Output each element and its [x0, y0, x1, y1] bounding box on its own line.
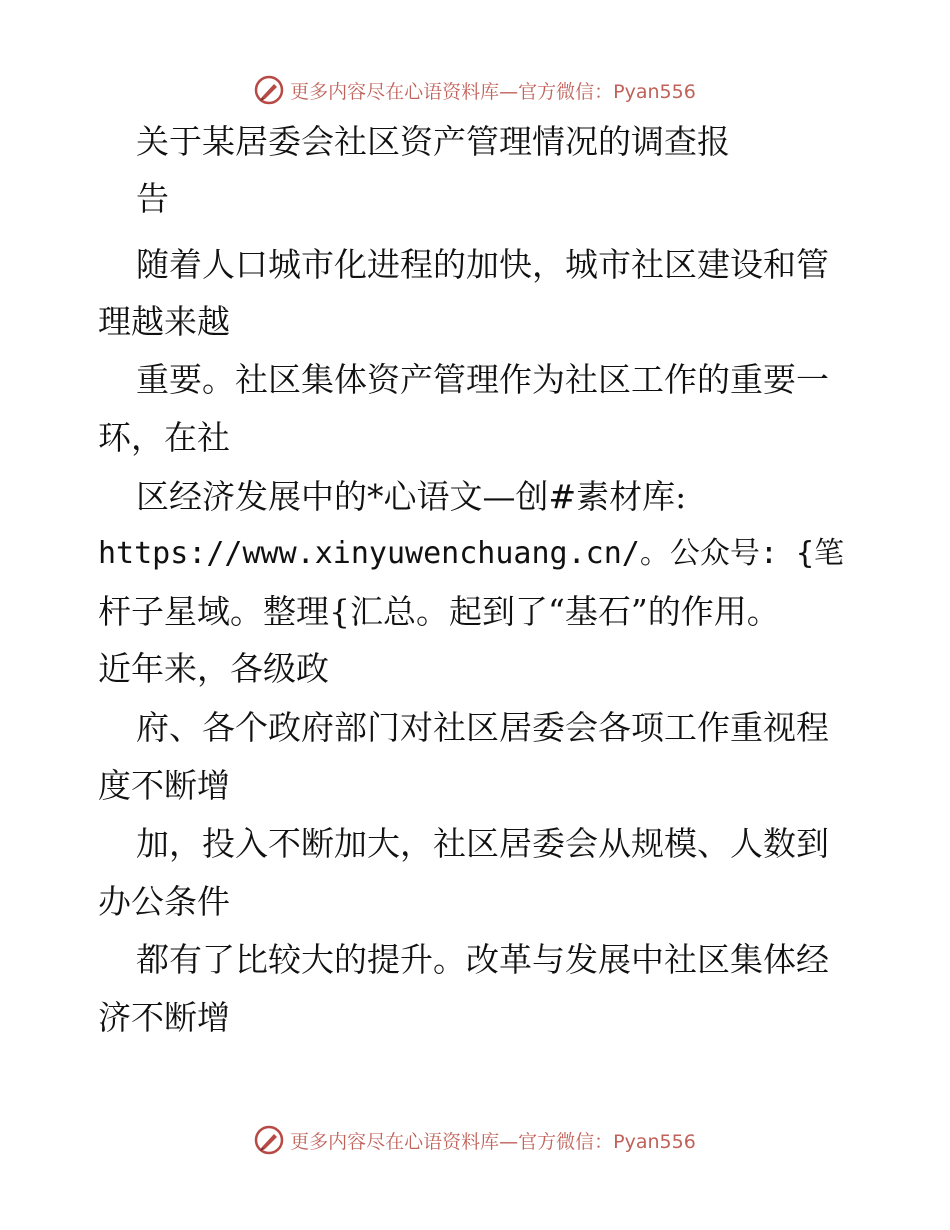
paragraph-line: 都有了比较大的提升。改革与发展中社区集体经: [136, 940, 829, 979]
paragraph-line: 府、各个政府部门对社区居委会各项工作重视程: [136, 708, 829, 747]
footer-banner: [0, 1120, 950, 1160]
pen-logo-icon: [254, 75, 284, 105]
footer-banner-text: 更多内容尽在心语资料库—官方微信：Pyan556: [290, 1130, 696, 1153]
paragraph-line: 加，投入不断加大，社区居委会从规模、人数到: [136, 824, 829, 863]
paragraph-line: 近年来，各级政: [98, 649, 329, 688]
document-title-line-2: 告: [136, 179, 169, 218]
paragraph-line: 理越来越: [98, 302, 230, 341]
header-banner-text: 更多内容尽在心语资料库—官方微信：Pyan556: [290, 80, 696, 103]
paragraph-line: 办公条件: [98, 882, 230, 921]
paragraph-line-url: https://www.xinyuwenchuang.cn/。公众号: {笔: [98, 536, 845, 571]
paragraph-line: 度不断增: [98, 766, 230, 805]
pen-logo-icon: [254, 1125, 284, 1155]
paragraph-line: 重要。社区集体资产管理作为社区工作的重要一: [136, 360, 829, 399]
header-banner: [0, 70, 950, 110]
paragraph-line: 环，在社: [98, 418, 230, 457]
document-title-line-1: 关于某居委会社区资产管理情况的调查报: [136, 122, 730, 161]
paragraph-line: 济不断增: [98, 998, 230, 1037]
paragraph-line: 随着人口城市化进程的加快，城市社区建设和管: [136, 245, 829, 284]
paragraph-line: 杆子星域。整理{汇总。起到了“基石”的作用。: [98, 592, 780, 631]
paragraph-line: 区经济发展中的*心语文—创#素材库:: [136, 477, 687, 516]
